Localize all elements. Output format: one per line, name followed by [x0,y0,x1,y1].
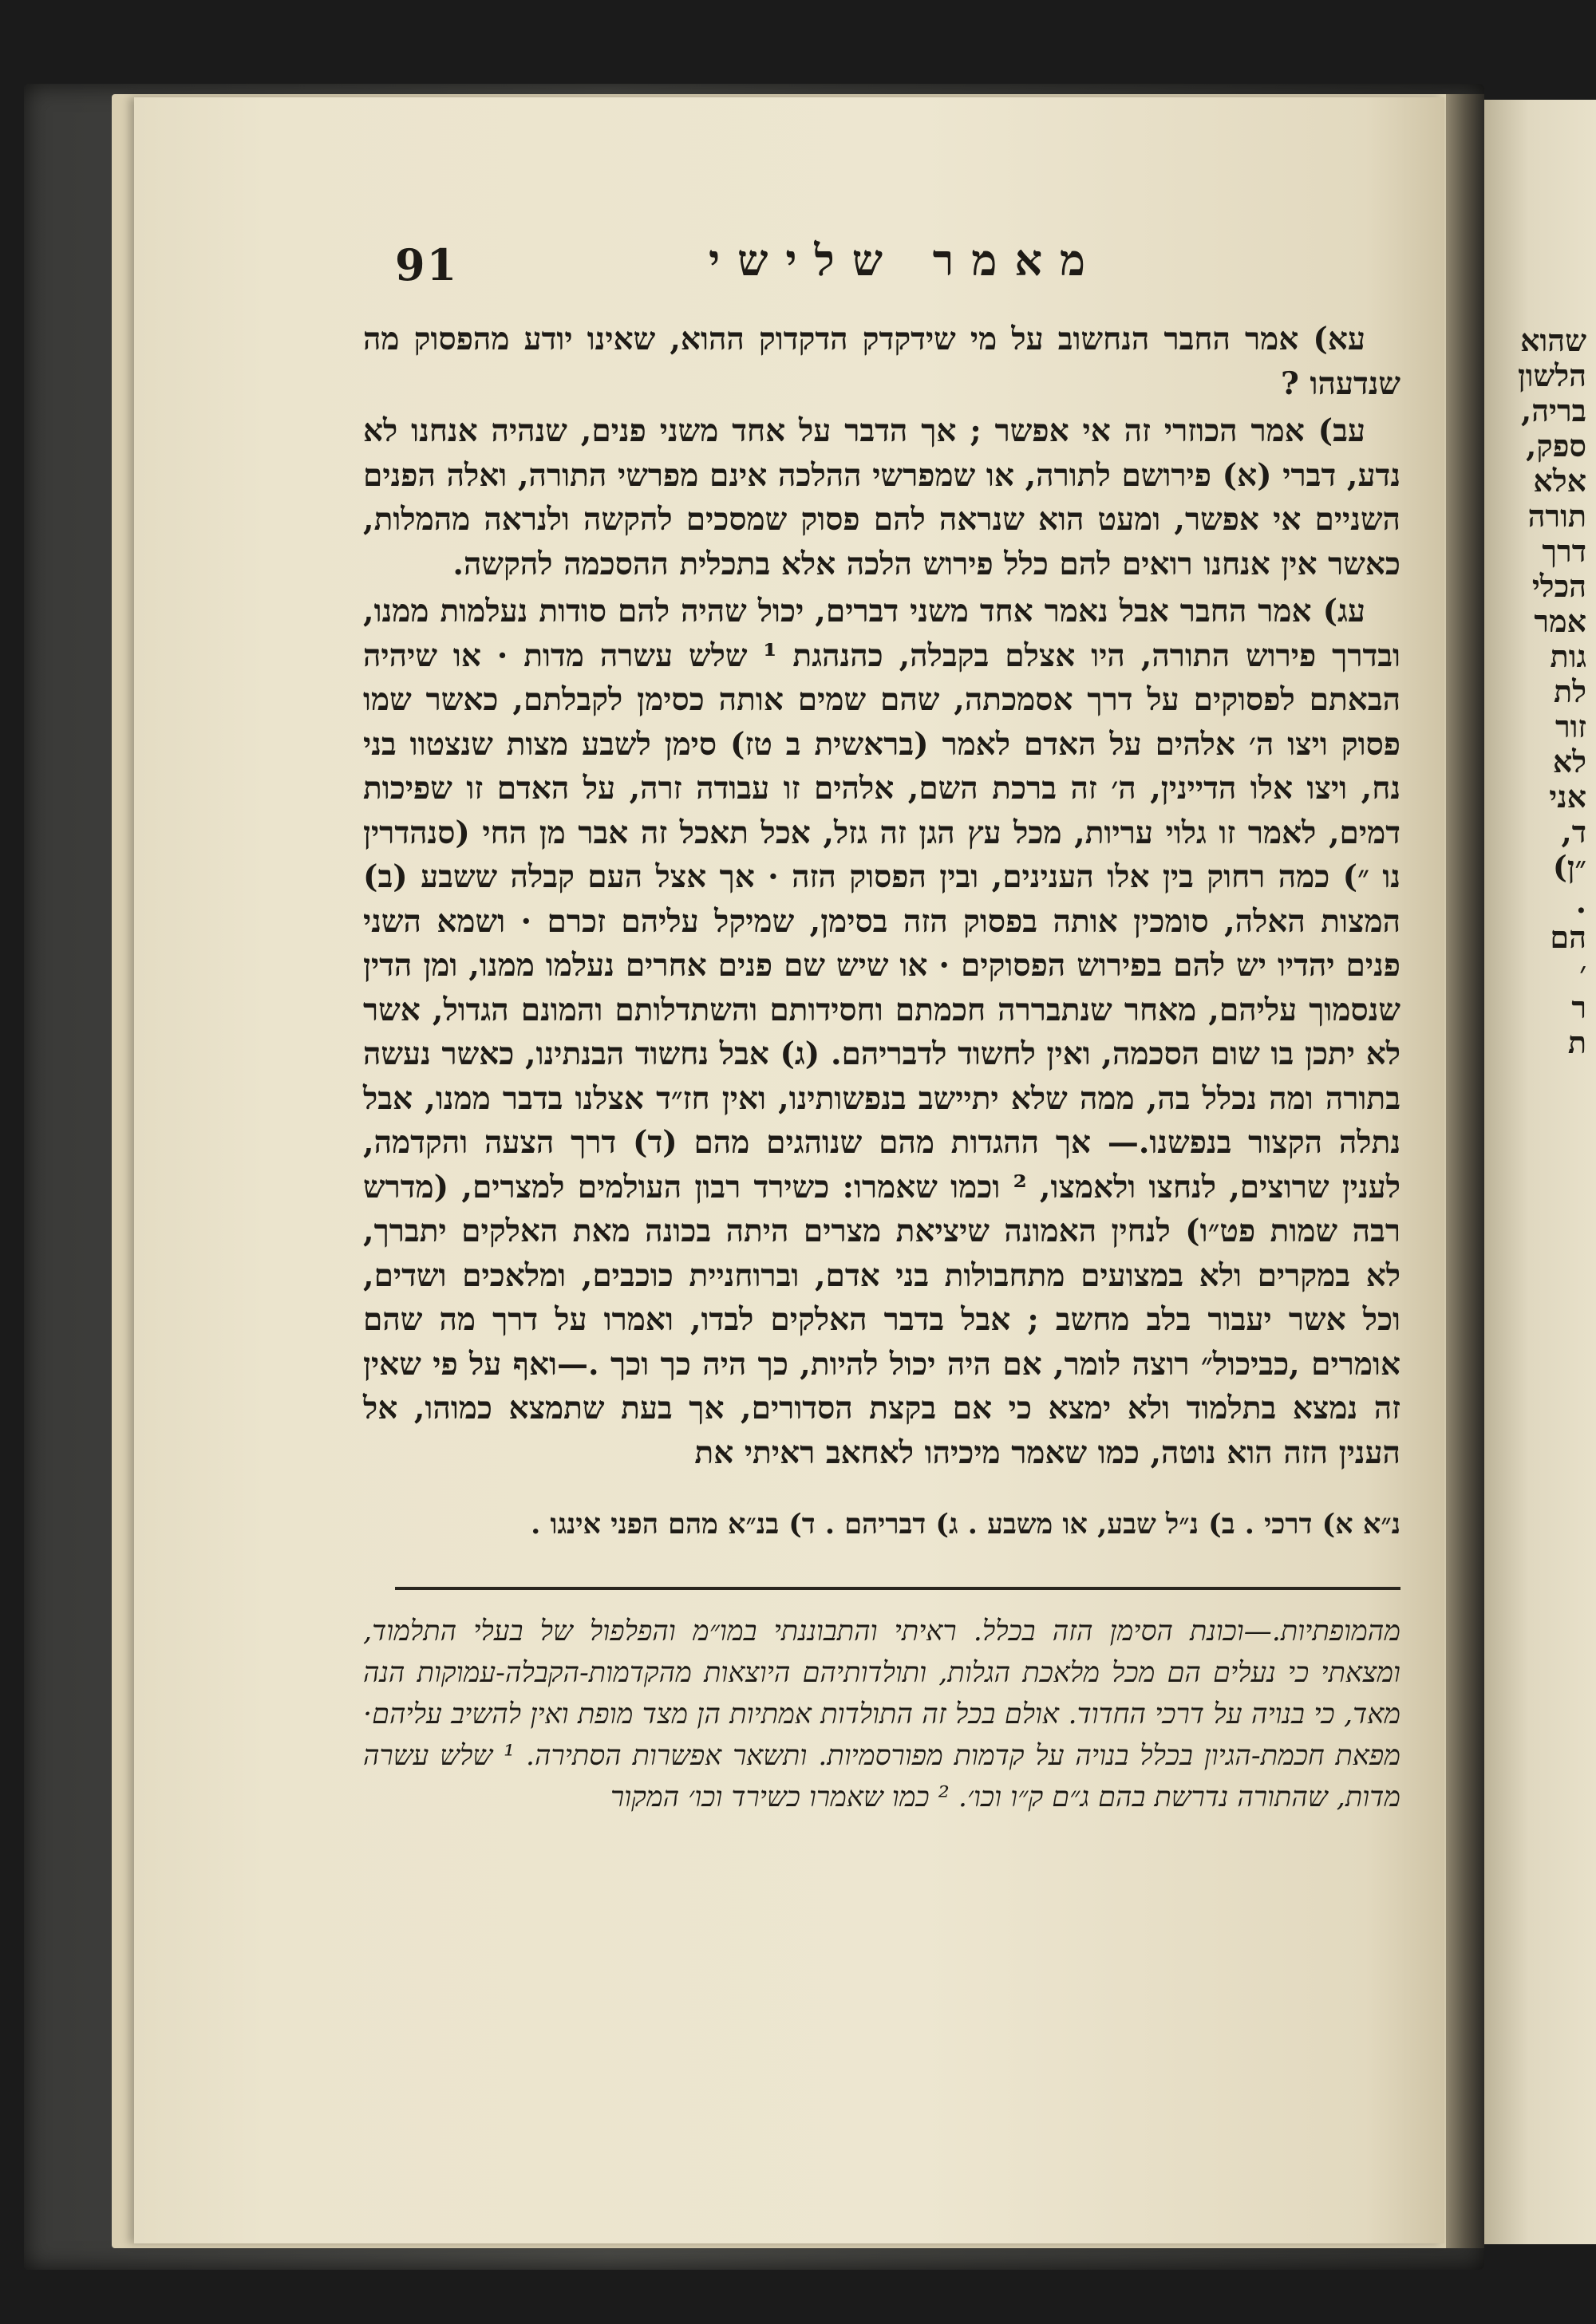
right-page-fragment [1484,100,1596,2244]
right-page-line: ״ן) [1552,849,1586,885]
right-page-line: תורה [1527,498,1586,534]
right-page-line: ר [1571,989,1586,1025]
paragraph-71: עא) אמר החבר הנחשוב על מי שידקדק הדקדוק ההוא, שאינו יודע מהפסוק מה שנדעהו ? [363,321,1400,402]
right-page-line: ת [1567,1024,1586,1060]
right-page-line: הלשון [1518,357,1586,393]
right-page-line: בריה, [1520,393,1586,428]
right-page-line: לת [1554,673,1586,709]
running-title: מאמר שלישי [708,235,1104,286]
right-page-line: אני [1549,779,1586,815]
right-page-line: ׳ [1579,954,1586,990]
right-page-text [1484,100,1596,1060]
page-number: 91 [395,239,459,290]
right-page-line: לא [1552,744,1586,779]
footnote-rule [395,1587,1400,1590]
running-head [363,231,1400,311]
variant-readings: נ״א א) דרכי . ב) נ״ל שבע, או משבע . ג) דבריהם . ד) בנ״א מהם הפני אינגו . [531,1508,1400,1541]
right-page-line: זור [1555,708,1586,744]
right-page-line: הם [1550,919,1586,955]
footnotes: מהמופתיות.—וכונת הסימן הזה בכלל. ראיתי והתבוננתי במו״מ והפלפול של בעלי התלמוד, ומצאתי כי נעלים הם מכל מלאכת הגלות, ותולדותיהם היוצאות מהקדמות-הקבלה-עמוקות הנה מאד, כי בנויה על דרכי החדוד. אולם בכל זה התולדות אמתיות הן מצד מופת ואין להשיב עליהם· מפאת חכמת-הגיון בכלל בנויה על קדמות מפורסמיות. ותשאר אפשרות הסתירה. ¹ שלש עשרה מדות, שהתורה נדרשת בהם ג״ם ק״ו וכו׳. ² כמו שאמרו כשירד וכו׳ המקור [363,1616,1400,1813]
right-page-line: ספק, [1526,428,1586,464]
right-page-line: . [1575,884,1586,920]
right-page-line: ד, [1561,814,1586,850]
body-text [363,318,1400,1475]
paragraph-72: עב) אמר הכוזרי זה אי אפשר ; אך הדבר על אחד משני פנים, שנהיה אנחנו לא נדע, דברי (א) פירושם לתורה, או שמפרשי ההלכה אינם מפרשי התורה, ואלה הפנים השניים אי אפשר, ומעט הוא שנראה להם פסוק שמסכים להקשה ולנראה מהמלות, כאשר אין אנחנו רואים להם כלל פירוש הלכה אלא בתכלית ההסכמה להקשה. [363,412,1400,582]
right-page-line: גות [1550,638,1586,674]
page-content [363,231,1400,1818]
right-page-line: הכלי [1531,568,1586,604]
paragraph-73: עג) אמר החבר אבל נאמר אחד משני דברים, יכול שהיה להם סודות נעלמות ממנו, ובדרך פירוש התורה, היו אצלם בקבלה, כהנהגת ¹ שלש עשרה מדות · או שיהיה הבאתם לפסוקים על דרך אסמכתה, שהם שמים אותה כסימן לקבלתם, כאשר שמו פסוק ויצו ה׳ אלהים על האדם לאמר (בראשית ב טז) סימן לשבע מצות שנצטוו בני נח, ויצו אלו הדיינין, ה׳ זה ברכת השם, אלהים זו עבודה זרה, על האדם זו שפיכות דמים, לאמר זו גלוי עריות, מכל עץ הגן זה גזל, אכל תאכל זה אבר מן החי (סנהדרין נו ״) כמה רחוק בין אלו הענינים, ובין הפסוק הזה · אך אצל העם קבלה ששבע (ב) המצות האלה, סומכין אותה בפסוק הזה בסימן, שמיקל עליהם זכרם · ושמא השני פנים יהדיו יש להם בפירוש הפסוקים · או שיש שם פנים אחרים נעלמו ממנו, ומן הדין שנסמוך עליהם, מאחר שנתבררה חכמתם וחסידותם והשתדלותם והמונם הגדול, אשר לא יתכן בו שום הסכמה, ואין לחשוד לדבריהם. (ג) אבל נחשוד הבנתינו, כאשר נעשה בתורה ומה נכלל בה, ממה שלא יתיישב בנפשותינו, ואין חז״ד אצלנו בדבר ממנו, אבל נתלה הקצור בנפשנו.— אך ההגדות מהם שנוהגים מהם (ד) דרך הצעה והקדמה, לענין שרוצים, לנחצו ולאמצו, ² וכמו שאמרו: כשירד רבון העולמים למצרים, (מדרש רבה שמות פט״ו) לנחין האמונה שיציאת מצרים היתה בכונה מאת האלקים יתברך, לא במקרים ולא במצועים מתחבולות בני אדם, וברוחניית כוכבים, ומלאכים ושדים, וכל אשר יעבור בלב מחשב ; אבל בדבר האלקים לבדו, ואמרו על דרך מה שהם אומרים ,כביכול״ רוצה לומר, אם היה יכול להיות, כך היה כך וכך .—ואף על פי שאין זה נמצא בתלמוד ולא ימצא כי אם בקצת הסדורים, אך בעת שתמצא כמוהו, אל הענין הזה הוא נוטה, כמו שאמר מיכיהו לאחאב ראיתי את [363,593,1401,1471]
right-page-line: אמר [1534,603,1586,639]
right-page-line: דרך [1542,533,1586,569]
right-page-line: שהוא [1520,322,1586,358]
right-page-line: אלא [1533,463,1586,499]
book-gutter [1446,94,1484,2248]
